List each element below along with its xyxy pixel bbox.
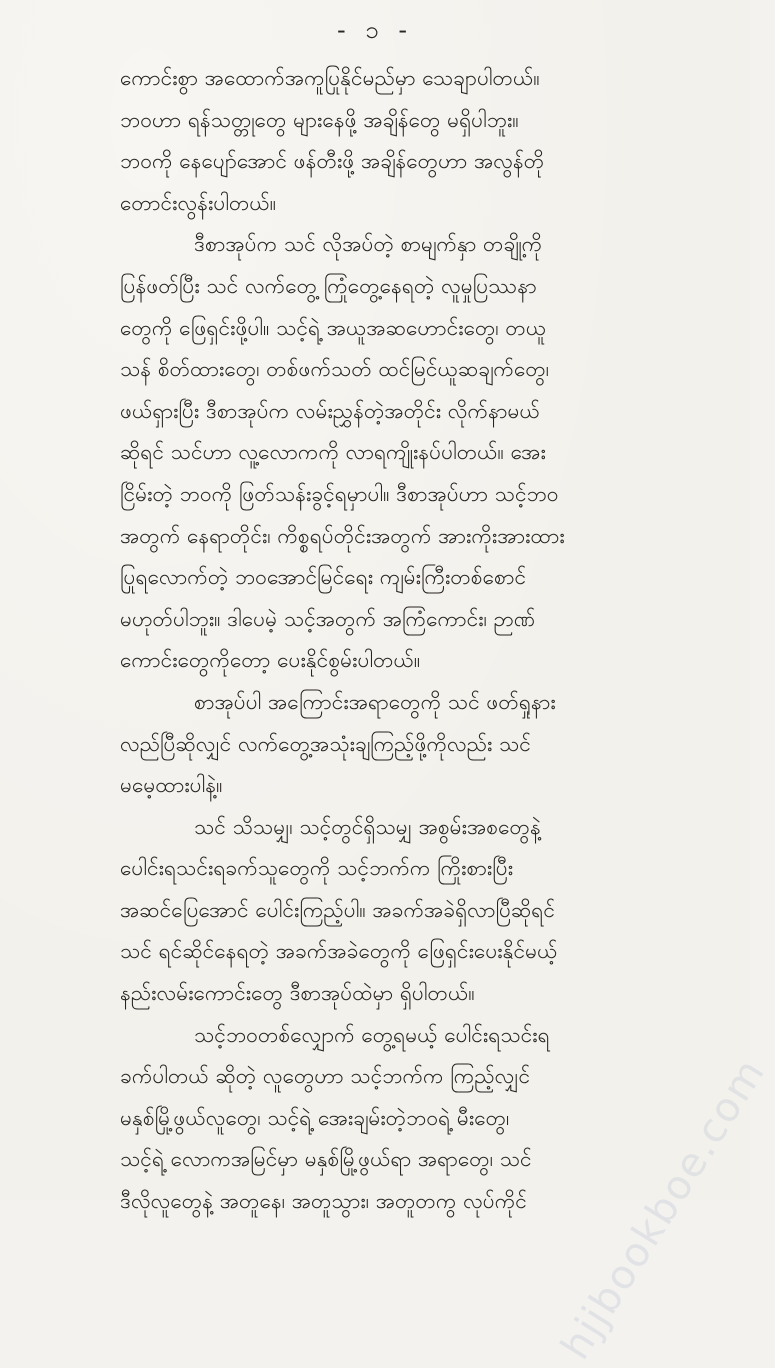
text-line: သန် စိတ်ထားတွေ၊ တစ်ဖက်သတ် ထင်မြင်ယူဆချက်တွေ၊ [120, 357, 550, 382]
text-line: ပြုရလောက်တဲ့ ဘဝအောင်မြင်ရေး ကျမ်းကြီးတစ်စောင် [120, 565, 527, 590]
text-line: တွေကို ဖြေရှင်းဖို့ပါ။ သင့်ရဲ့ အယူအဆဟောင်းတွေ၊ တယူ [120, 315, 547, 340]
text-line: ဖယ်ရှားပြီး ဒီစာအုပ်က လမ်းညွှန်တဲ့အတိုင်း လိုက်နာမယ် [120, 398, 540, 423]
paragraph [120, 682, 720, 807]
text-line: မမေ့ထားပါနဲ့။ [120, 773, 223, 798]
text-line: သင် သိသမျှ၊ သင့်တွင်ရှိသမျှ အစွမ်းအစတွေနဲ့ [194, 814, 541, 839]
text-line: အဆင်ပြေအောင် ပေါင်းကြည့်ပါ။ အခက်အခဲရှိလာပြီဆိုရင် [120, 897, 555, 922]
text-line: တောင်းလွန်းပါတယ်။ [120, 190, 277, 215]
body-text [120, 58, 720, 1223]
text-line: ဒီစာအုပ်က သင် လိုအပ်တဲ့ စာမျက်နှာ တချို့ကို [194, 232, 543, 257]
text-line: ခက်ပါတယ် ဆိုတဲ့ လူတွေဟာ သင့်ဘက်က ကြည့်လျှင် [120, 1064, 531, 1089]
text-line: ငြိမ်းတဲ့ ဘဝကို ဖြတ်သန်းခွင့်ရမှာပါ။ ဒီစာအုပ်ဟာ သင့်ဘဝ [120, 481, 559, 506]
text-line: နည်းလမ်းကောင်းတွေ ဒီစာအုပ်ထဲမှာ ရှိပါတယ်။ [120, 981, 475, 1006]
paragraph [120, 58, 720, 224]
text-line: ပြန်ဖတ်ပြီး သင် လက်တွေ့ ကြုံတွေ့နေရတဲ့ လူမှုပြဿနာ [120, 273, 537, 298]
text-line: သင့်ဘဝတစ်လျှောက် တွေ့ရမယ့် ပေါင်းရသင်းရ [194, 1022, 550, 1047]
text-line: စာအုပ်ပါ အကြောင်းအရာတွေကို သင် ဖတ်ရှုနား [194, 689, 556, 714]
text-line: ပေါင်းရသင်းရခက်သူတွေကို သင့်ဘက်က ကြိုးစားပြီး [120, 856, 514, 881]
text-line: ဆိုရင် သင်ဟာ လူ့လောကကို လာရကျိုးနပ်ပါတယ်။ အေး [120, 440, 546, 465]
text-line: အတွက် နေရာတိုင်း၊ ကိစ္စရပ်တိုင်းအတွက် အားကိုးအားထား [120, 523, 565, 548]
text-line: သင့်ရဲ့ လောကအမြင်မှာ မနှစ်မြို့ဖွယ်ရာ အရာတွေ၊ သင် [120, 1147, 532, 1172]
text-line: မဟုတ်ပါဘူး။ ဒါပေမဲ့ သင့်အတွက် အကြံကောင်း၊ ဉာဏ် [120, 606, 536, 631]
text-line: လည်ပြီဆိုလျှင် လက်တွေ့အသုံးချကြည့်ဖို့ကိုလည်း သင် [120, 731, 531, 756]
text-line: ဘဝကို နေပျော်အောင် ဖန်တီးဖို့ အချိန်တွေဟာ အလွန်တို [120, 149, 545, 174]
text-line: ကောင်းစွာ အထောက်အကူပြုနိုင်မည်မှာ သေချာပါတယ်။ [120, 66, 540, 90]
paragraph [120, 1015, 720, 1223]
paragraph [120, 807, 720, 1015]
page-number: - ၁ - [336, 16, 414, 44]
paragraph [120, 224, 720, 682]
text-line: ဒီလိုလူတွေနဲ့ အတူနေ၊ အတူသွား၊ အတူတကွ လုပ်ကိုင် [120, 1189, 527, 1214]
text-line: ကောင်းတွေကိုတော့ ပေးနိုင်စွမ်းပါတယ်။ [120, 648, 421, 673]
watermark: hjjbookboe.com [552, 1050, 775, 1368]
text-line: မနှစ်မြို့ဖွယ်လူတွေ၊ သင့်ရဲ့ အေးချမ်းတဲ့ဘဝရဲ့ မီးတွေ၊ [120, 1105, 510, 1130]
text-line: သင် ရင်ဆိုင်နေရတဲ့ အခက်အခဲတွေကို ဖြေရှင်းပေးနိုင်မယ့် [120, 939, 558, 964]
text-line: ဘဝဟာ ရန်သတ္တုတွေ များနေဖို့ အချိန်တွေ မရှိပါဘူး။ [120, 107, 519, 132]
